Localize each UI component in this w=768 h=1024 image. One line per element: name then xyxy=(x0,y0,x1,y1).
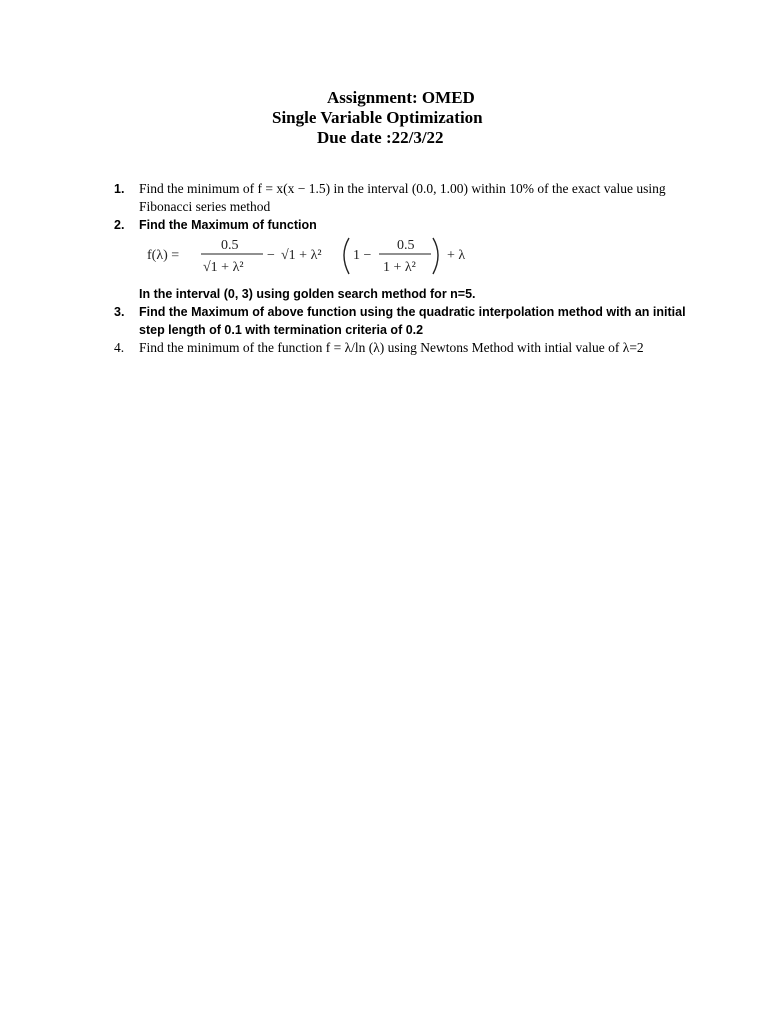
question-text: Find the minimum of the function f = λ/ln (λ) using Newtons Method with intial value of λ=2 xyxy=(139,340,644,355)
formula-paren-one: 1 − xyxy=(353,248,372,263)
formula-lhs: f(λ) = xyxy=(147,248,180,263)
formula-plus-lambda: + λ xyxy=(447,248,466,263)
question-2-note: In the interval (0, 3) using golden search method for n=5. xyxy=(139,287,476,301)
formula-paren-close xyxy=(433,238,438,274)
question-number: 2. xyxy=(114,218,125,232)
question-number: 1. xyxy=(114,182,125,196)
formula-frac1-numerator: 0.5 xyxy=(221,238,239,253)
formula-minus: − xyxy=(267,248,275,263)
formula-frac2-denominator: 1 + λ² xyxy=(383,260,416,275)
formula-frac2-numerator: 0.5 xyxy=(397,238,415,253)
function-formula xyxy=(145,232,475,278)
due-date: Due date :22/3/22 xyxy=(317,128,444,147)
assignment-title: Assignment: OMED xyxy=(327,88,475,107)
formula-frac1-denominator: √1 + λ² xyxy=(203,260,244,275)
question-text: Find the Maximum of function xyxy=(139,218,317,232)
formula-sqrt-term: √1 + λ² xyxy=(281,248,322,263)
assignment-subtitle: Single Variable Optimization xyxy=(272,108,483,127)
question-number: 3. xyxy=(114,305,125,319)
question-text: Find the minimum of f = x(x − 1.5) in the interval (0.0, 1.00) within 10% of the exact value using Fibonacci series method xyxy=(139,181,666,214)
question-number: 4. xyxy=(114,340,125,355)
formula-paren-open xyxy=(344,238,349,274)
question-text: Find the Maximum of above function using the quadratic interpolation method with an initial step length of 0.1 with termination criteria of 0.2 xyxy=(139,305,686,337)
